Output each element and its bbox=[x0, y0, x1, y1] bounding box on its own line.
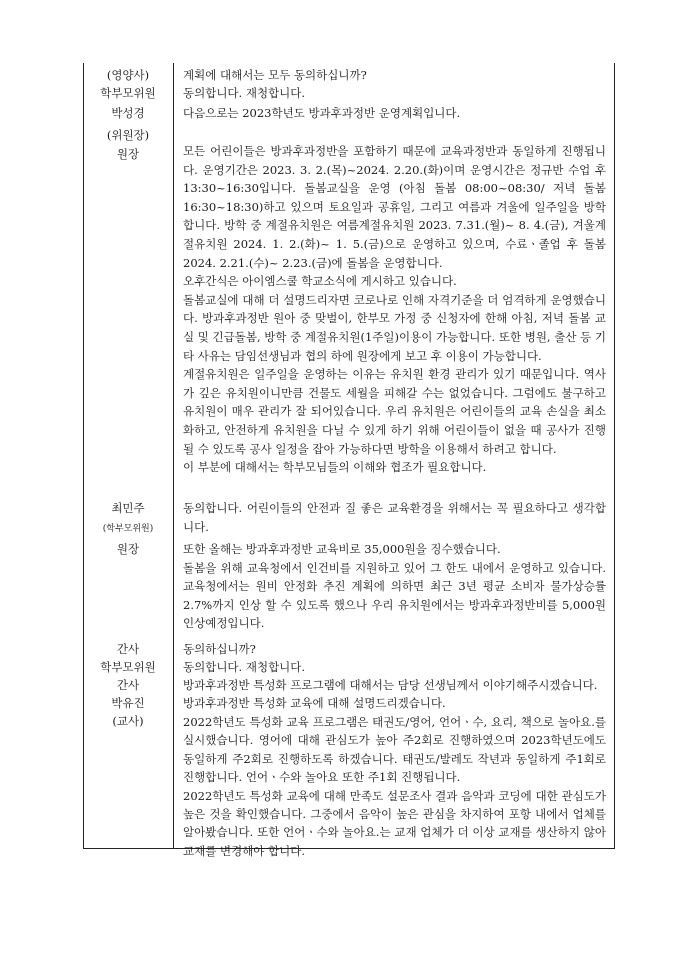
speaker-cell bbox=[83, 499, 173, 558]
utterance-cell bbox=[183, 640, 606, 712]
speaker-role: 원장 bbox=[116, 147, 140, 161]
utterance-text: 오후간식은 아이엠스쿨 학교소식에 게시하고 있습니다. bbox=[183, 274, 457, 289]
speaker-role: (교사) bbox=[112, 714, 144, 728]
speaker-name: 최민주 bbox=[111, 501, 145, 515]
utterance-cell bbox=[183, 713, 606, 860]
utterance-text: 방과후과정반 특성화 교육에 대해 설명드리겠습니다. bbox=[183, 696, 446, 710]
speaker-role: (학부모위원) bbox=[102, 524, 154, 534]
speaker-role: (영양사) bbox=[106, 68, 150, 82]
utterance-text: 돌봄을 위해 교육청에서 인건비를 지원하고 있어 그 한도 내에서 운영하고 있습니다. 교육청에서는 원비 안정화 추진 계획에 의하면 최근 3년 평균 소비자 물가상승률 2.7%까지 인상 할 수 있도록 했으나 우리 유치원에서는 방과후과정반비를 5,000원 인상예정입니다. bbox=[183, 560, 606, 631]
utterance-text: 계절유치원은 일주일을 운영하는 이유는 유치원 환경 관리가 있기 때문입니다. 역사가 깊은 유치원이니만큼 건물도 세월을 피해갈 수는 없었습니다. 그럼에도 불구하고 유치원이 매우 관리가 잘 되어있습니다. 우리 유치원은 어린이들의 교육 손실을 최소화하고, 안전하게 유치원을 다닐 수 있게 하기 위해 어린이들이 없을 때 공사가 진행될 수 있도록 공사 일정을 잡아 가능하다면 방학을 이용해서 하려고 합니다. bbox=[183, 367, 606, 456]
utterance-text: 동의합니다. 어린이들의 안전과 질 좋은 교육환경을 위해서는 꼭 필요하다고 생각합니다. bbox=[183, 501, 606, 534]
utterance-cell bbox=[183, 499, 606, 537]
utterance-text: 다음으로는 2023학년도 방과후과정반 운영계획입니다. bbox=[183, 106, 461, 120]
speaker-cell bbox=[83, 104, 173, 163]
speaker-role: 원장 bbox=[116, 542, 140, 556]
speaker-cell bbox=[83, 640, 173, 730]
utterance-text: 모든 어린이들은 방과후과정반을 포함하기 때문에 교육과정반과 동일하게 진행됩니다. 운영기간은 2023. 3. 2.(목)~2024. 2.20.(화)이며 운영시간은 정규반 수업 후 13:30~16:30입니다. 돌봄교실을 운영 (아침 돌봄 08:00~08:30/ 저녁 돌봄 16:30~18:30)하고 있으며 토요일과 공휴일, 그리고 여름과 겨울에 일주일을 방학합니다. 방학 중 계절유치원은 여름계절유치원 2023. 7.31.(월)~ 8. 4.(금), 겨울계절유치원 2024. 1. 2.(화)~ 1. 5.(금)으로 운영하고 있으며, 수료ㆍ졸업 후 돌봄 2024. 2.21.(수)~ 2.23.(금)에 돌봄을 운영합니다. bbox=[183, 144, 606, 270]
speaker-name: 박유진 bbox=[111, 696, 145, 710]
speaker-name: 박성경 bbox=[111, 106, 145, 120]
speaker-role: (위원장) bbox=[106, 128, 150, 142]
utterance-text: 2022학년도 특성화 교육 프로그램은 태권도/영어, 언어ㆍ수, 요리, 책으로 놀아요.를 실시했습니다. 영어에 대해 관심도가 높아 주2회로 진행하였으며 2023학년도에도 동일하게 주2회로 진행하도록 하겠습니다. 태권도/발레도 작년과 동일하게 주1회로 진행합니다. 언어ㆍ수와 놀아요 또한 주1회 진행됩니다. bbox=[183, 715, 606, 785]
utterance-text: 돌봄교실에 대해 더 설명드리자면 코로나로 인해 자격기준을 더 엄격하게 운영했습니다. 방과후과정반 원아 중 맞벌이, 한부모 가정 중 신청자에 한해 아침, 저녁 돌봄 교실 및 긴급돌봄, 방학 중 계절유치원(1주일)이용이 가능합니다. 또한 병원, 출산 등 기타 사유는 담임선생님과 협의 하에 원장에게 보고 후 이용이 가능합니다. bbox=[183, 292, 606, 363]
utterance-cell bbox=[183, 540, 606, 633]
speaker-role: 간사 bbox=[116, 642, 140, 656]
utterance-cell bbox=[183, 142, 606, 477]
speaker-role: 간사 bbox=[116, 678, 140, 692]
utterance-text: 동의합니다. 재청합니다. bbox=[183, 86, 306, 100]
utterance-cell bbox=[183, 66, 606, 102]
utterance-text: 동의합니다. 재청합니다. bbox=[183, 660, 306, 674]
speaker-role: 학부모위원 bbox=[100, 86, 156, 100]
speaker-role: 학부모위원 bbox=[100, 660, 156, 674]
utterance-cell bbox=[183, 104, 606, 122]
speaker-cell bbox=[83, 66, 173, 102]
utterance-text: 또한 올해는 방과후과정반 교육비로 35,000원을 징수했습니다. bbox=[183, 542, 501, 556]
column-divider bbox=[173, 63, 174, 848]
utterance-text: 2022학년도 특성화 교육에 대해 만족도 설문조사 결과 음악과 코딩에 대한 관심도가 높은 것을 확인했습니다. 그중에서 음악이 높은 관심을 차지하여 포항 내에서 업체를 알아봤습니다. 또한 언어ㆍ수와 놀아요.는 교재 업체가 더 이상 교재를 생산하지 않아 교재를 변경해야 합니다. bbox=[183, 788, 606, 858]
utterance-text: 계획에 대해서는 모두 동의하십니까? bbox=[183, 68, 367, 82]
utterance-text: 이 부분에 대해서는 학부모님들의 이해와 협조가 필요합니다. bbox=[183, 460, 487, 475]
utterance-text: 방과후과정반 특성화 프로그램에 대해서는 담당 선생님께서 이야기해주시겠습니다. bbox=[183, 678, 598, 692]
utterance-text: 동의하십니까? bbox=[183, 642, 256, 656]
